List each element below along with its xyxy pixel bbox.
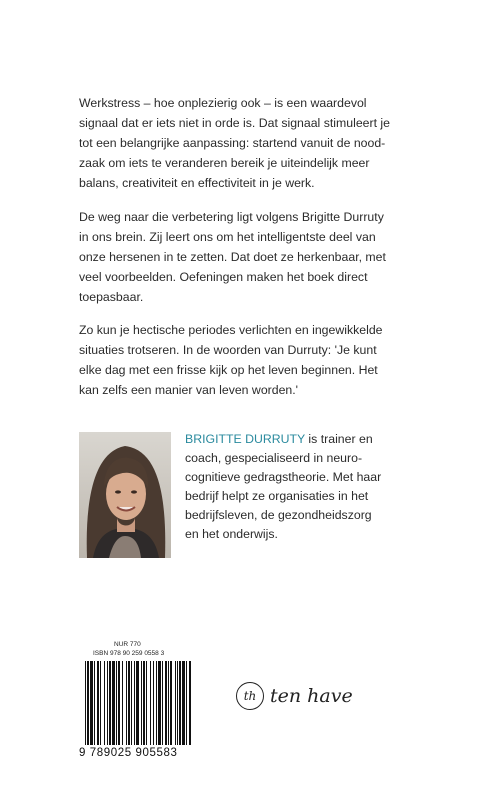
- barcode-bar: [177, 661, 178, 745]
- barcode-bar: [112, 661, 115, 745]
- barcode-bar: [109, 661, 111, 745]
- barcode-bar: [150, 661, 151, 745]
- barcode-bar: [122, 661, 123, 745]
- publisher-mark-icon: th: [236, 682, 264, 710]
- barcode-bar: [97, 661, 99, 745]
- barcode-bar: [90, 661, 93, 745]
- bio-line: cognitieve gedragstheorie. Met haar: [185, 470, 382, 484]
- barcode-bar: [168, 661, 169, 745]
- ean-digits: 9 789025 905583: [79, 747, 178, 759]
- brain-paragraph: [79, 207, 419, 307]
- barcode-bar: [162, 661, 163, 745]
- text-line: zaak om iets te veranderen bereik je uiteindelijk meer: [79, 156, 370, 170]
- text-line: kan zelfs een manier van leven worden.': [79, 383, 299, 397]
- barcode: [79, 661, 197, 747]
- barcode-bar: [156, 661, 157, 745]
- barcode-bar: [189, 661, 191, 745]
- text-line: onze hersenen in te zetten. Dat doet ze herkenbaar, met: [79, 250, 386, 264]
- barcode-bar: [136, 661, 139, 745]
- barcode-bar: [179, 661, 181, 745]
- barcode-bar: [100, 661, 101, 745]
- text-line: in ons brein. Zij leert ons om het intelligentste deel van: [79, 230, 376, 244]
- intro-paragraph: [79, 93, 419, 193]
- barcode-bar: [158, 661, 161, 745]
- text-line: toepasbaar.: [79, 290, 144, 304]
- text-line: elke dag met een frisse kijk op het leven beginnen. Het: [79, 363, 378, 377]
- text-line: Zo kun je hectische periodes verlichten en ingewikkelde: [79, 323, 383, 337]
- text-line: veel voorbeelden. Oefeningen maken het boek direct: [79, 270, 368, 284]
- barcode-bar: [131, 661, 132, 745]
- barcode-bar: [182, 661, 185, 745]
- bio-first-text: is trainer en: [305, 432, 373, 446]
- barcode-bar: [186, 661, 187, 745]
- barcode-bar: [153, 661, 154, 745]
- barcode-bar: [165, 661, 167, 745]
- barcode-bar: [170, 661, 172, 745]
- author-bio: [185, 430, 425, 544]
- barcode-bar: [141, 661, 142, 745]
- author-photo: [79, 432, 171, 558]
- text-line: tot een belangrijke aanpassing: startend vanuit de nood-: [79, 136, 386, 150]
- barcode-bar: [85, 661, 86, 745]
- barcode-bar: [175, 661, 176, 745]
- text-line: De weg naar die verbetering ligt volgens Brigitte Durruty: [79, 210, 384, 224]
- nur-code: NUR 770: [114, 641, 141, 648]
- text-line: Werkstress – hoe onplezierig ook – is een waardevol: [79, 96, 367, 110]
- author-name: BRIGITTE DURRUTY: [185, 432, 306, 446]
- barcode-bar: [118, 661, 120, 745]
- barcode-bar: [107, 661, 108, 745]
- text-line: balans, creativiteit en effectiviteit in je werk.: [79, 176, 315, 190]
- text-line: signaal dat er iets niet in orde is. Dat signaal stimuleert je: [79, 116, 390, 130]
- barcode-bar: [134, 661, 135, 745]
- barcode-bar: [94, 661, 95, 745]
- barcode-bar: [143, 661, 145, 745]
- isbn-number: ISBN 978 90 259 0558 3: [93, 650, 165, 657]
- barcode-bar: [87, 661, 89, 745]
- publisher-name: ten have: [270, 685, 353, 707]
- barcode-bar: [126, 661, 127, 745]
- barcode-bar: [128, 661, 130, 745]
- bio-line: coach, gespecialiseerd in neuro-: [185, 451, 363, 465]
- bio-line: en het onderwijs.: [185, 527, 278, 541]
- publisher-logo: [236, 680, 353, 712]
- barcode-bar: [146, 661, 147, 745]
- isbn-barcode-block: [79, 640, 197, 768]
- barcode-bar: [116, 661, 117, 745]
- barcode-bar: [104, 661, 105, 745]
- bio-line: bedrijf helpt ze organisaties in het: [185, 489, 369, 503]
- bio-first-line: [185, 430, 425, 449]
- bio-line: bedrijfsleven, de gezondheidszorg: [185, 508, 372, 522]
- quote-paragraph: [79, 320, 419, 400]
- text-line: situaties trotseren. In de woorden van Durruty: 'Je kunt: [79, 343, 377, 357]
